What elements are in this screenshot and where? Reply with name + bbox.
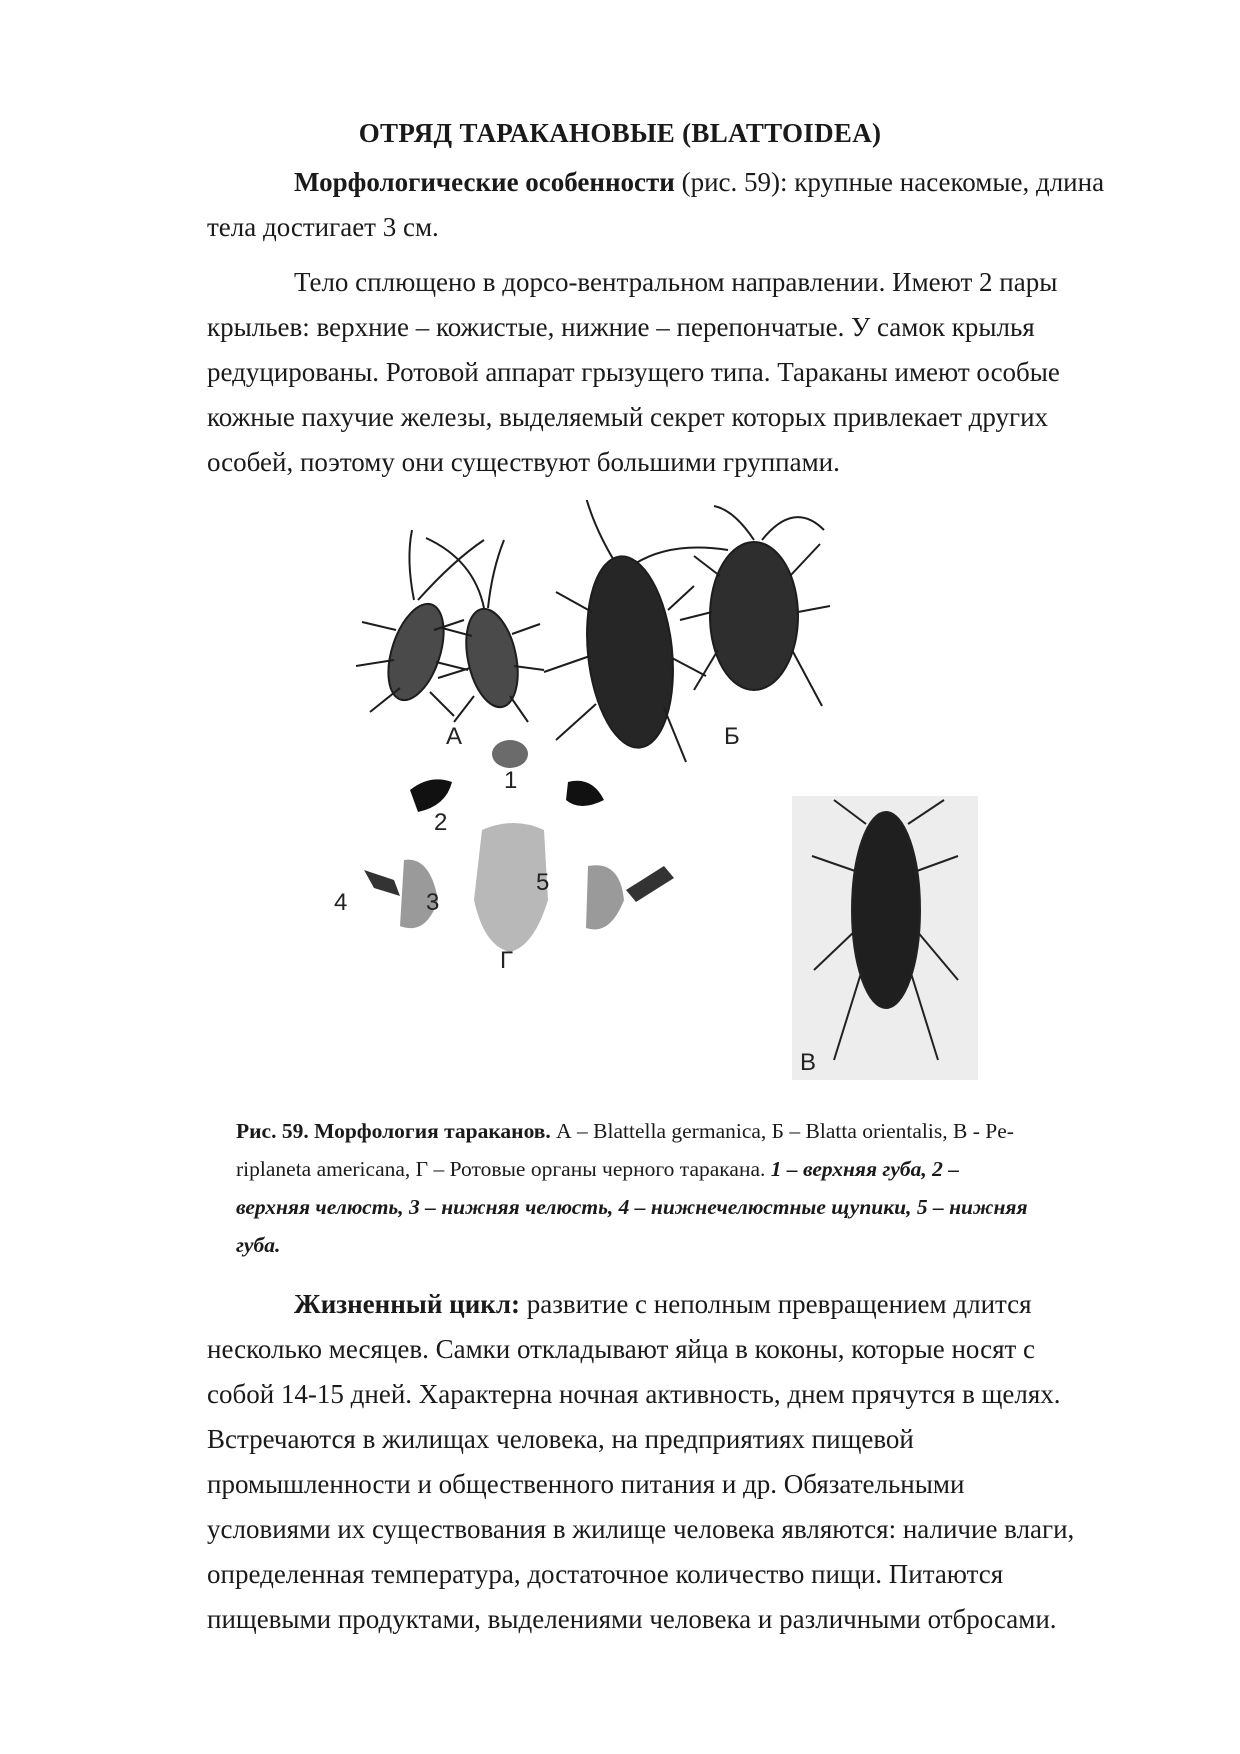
lifecycle-line-1 [207, 1282, 1147, 1327]
label-b: Б [724, 723, 740, 750]
label-4: 4 [334, 889, 348, 916]
body-line: особей, поэтому они существуют большими группами. [207, 447, 840, 477]
body-line: кожные пахучие железы, выделяемый секрет которых привлекает других [207, 402, 1049, 432]
caption-line-2 [236, 1150, 1150, 1188]
morphology-intro [207, 160, 1147, 250]
lifecycle-line: Встречаются в жилищах человека, на предприятиях пищевой [207, 1424, 914, 1454]
figure-illustration [334, 500, 990, 1094]
caption-line-4: губа. [236, 1233, 281, 1257]
label-a: А [446, 723, 463, 750]
intro-line-1-text: (рис. 59): крупные насекомые, длина [674, 167, 1105, 197]
lifecycle-heading: Жизненный цикл: [294, 1289, 520, 1319]
intro-line-1 [207, 160, 1147, 205]
label-5: 5 [536, 869, 550, 896]
figure-caption [236, 1112, 1150, 1264]
intro-line-2: тела достигает 3 см. [207, 212, 439, 242]
label-1: 1 [504, 767, 518, 794]
label-v: В [800, 1049, 817, 1076]
body-paragraph [207, 260, 1147, 485]
lifecycle-line: определенная температура, достаточное количество пищи. Питаются [207, 1559, 1004, 1589]
caption-title: Рис. 59. Морфология тараканов. [236, 1119, 551, 1143]
caption-line-2-text: riplaneta americana, Г – Ротовые органы черного таракана. [236, 1157, 771, 1181]
lifecycle-line: пищевыми продуктами, выделениями человека и различными отбросами. [207, 1604, 1057, 1634]
body-line: Тело сплющено в дорсо-вентральном направлении. Имеют 2 пары [294, 267, 1058, 297]
lifecycle-paragraph [207, 1282, 1147, 1642]
label-3: 3 [426, 889, 440, 916]
lifecycle-line-1-text: развитие с неполным превращением длится [519, 1289, 1032, 1319]
caption-line-2-italic: 1 – верхняя губа, 2 – [770, 1157, 960, 1181]
label-2: 2 [434, 809, 448, 836]
caption-line-3: верхняя челюсть, 3 – нижняя челюсть, 4 – нижнечелюстные щупики, 5 – нижняя [236, 1195, 1028, 1219]
intro-heading: Морфологические особенности [294, 167, 675, 197]
body-line: крыльев: верхние – кожистые, нижние – перепончатые. У самок крылья [207, 312, 1035, 342]
figure-59 [334, 500, 990, 1094]
upper-lip [492, 740, 528, 768]
lifecycle-line: собой 14-15 дней. Характерна ночная активность, днем прячутся в щелях. [207, 1379, 1061, 1409]
section-title: ОТРЯД ТАРАКАНОВЫЕ (BLATTOIDEA) [358, 118, 882, 148]
caption-line-1-text: А – Blattella germanica, Б – Blatta orientalis, В - Pe- [550, 1119, 1014, 1143]
lifecycle-line: промышленности и общественного питания и др. Обязательными [207, 1469, 965, 1499]
lifecycle-line: несколько месяцев. Самки откладывают яйца в коконы, которые носят с [207, 1334, 1036, 1364]
caption-line-1 [236, 1112, 1150, 1150]
body-line: редуцированы. Ротовой аппарат грызущего типа. Тараканы имеют особые [207, 357, 1060, 387]
label-g: Г [500, 947, 513, 974]
lifecycle-line: условиями их существования в жилище человека являются: наличие влаги, [207, 1514, 1075, 1544]
